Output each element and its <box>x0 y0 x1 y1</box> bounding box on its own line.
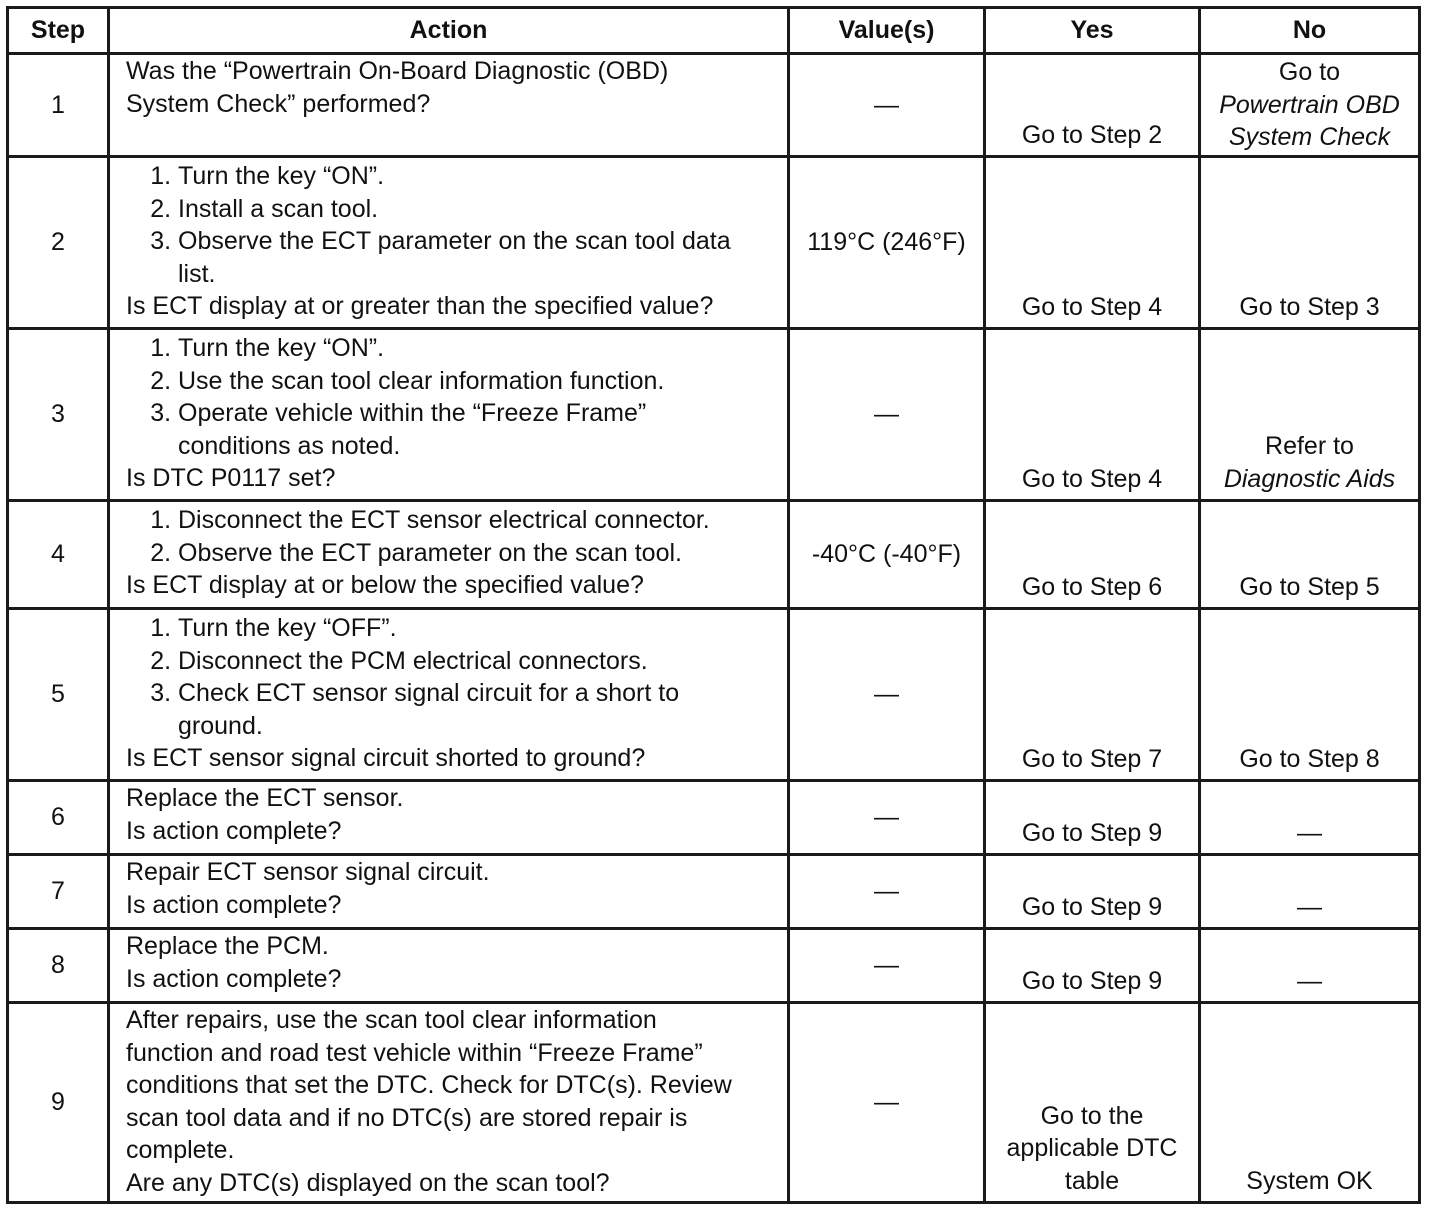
yes-cell: Go to Step 2 <box>985 54 1200 157</box>
action-question: Is ECT display at or greater than the specified value? <box>126 292 714 320</box>
action-cell <box>109 781 789 855</box>
action-question: Are any DTC(s) displayed on the scan tool? <box>126 1168 610 1197</box>
action-step: 2. Disconnect the PCM electrical connectors. <box>178 645 781 678</box>
action-step: 2. Install a scan tool. <box>178 193 781 226</box>
action-cell <box>109 157 789 329</box>
action-steps <box>126 612 781 742</box>
action-step: 1. Disconnect the ECT sensor electrical connector. <box>178 504 781 537</box>
value-cell: 119°C (246°F) <box>789 157 985 329</box>
yes-cell: Go to Step 7 <box>985 609 1200 781</box>
table-row <box>8 929 1420 1003</box>
action-step: 3. Operate vehicle within the “Freeze Frame” conditions as noted. <box>178 397 781 462</box>
value-cell: -40°C (-40°F) <box>789 501 985 609</box>
action-step: 1. Turn the key “ON”. <box>178 332 781 365</box>
header-yes: Yes <box>985 8 1200 54</box>
action-step: 1. Turn the key “OFF”. <box>178 612 781 645</box>
step-number: 7 <box>8 855 109 929</box>
no-cell <box>1200 329 1420 501</box>
action-text: Replace the PCM. <box>126 932 329 960</box>
table-row <box>8 855 1420 929</box>
action-text: Replace the ECT sensor. <box>126 784 404 812</box>
no-cell: — <box>1200 781 1420 855</box>
no-cell: Go to Step 3 <box>1200 157 1420 329</box>
action-question: Is action complete? <box>126 964 342 993</box>
yes-cell: Go to Step 4 <box>985 157 1200 329</box>
yes-cell: Go to Step 9 <box>985 781 1200 855</box>
no-cell: Go to Step 8 <box>1200 609 1420 781</box>
step-number: 2 <box>8 157 109 329</box>
step-number: 4 <box>8 501 109 609</box>
no-text: Refer to <box>1265 432 1354 460</box>
step-number: 6 <box>8 781 109 855</box>
table-row <box>8 329 1420 501</box>
step-number: 9 <box>8 1003 109 1203</box>
value-cell: — <box>789 929 985 1003</box>
header-action: Action <box>109 8 789 54</box>
action-step: 1. Turn the key “ON”. <box>178 160 781 193</box>
action-text: Was the “Powertrain On-Board Diagnostic (OBD) System Check” performed? <box>126 57 669 118</box>
no-cell: — <box>1200 855 1420 929</box>
action-question: Is action complete? <box>126 816 342 845</box>
table-row <box>8 501 1420 609</box>
action-cell <box>109 855 789 929</box>
table-row <box>8 609 1420 781</box>
step-number: 1 <box>8 54 109 157</box>
value-cell: — <box>789 855 985 929</box>
action-step: 2. Use the scan tool clear information function. <box>178 365 781 398</box>
action-cell <box>109 501 789 609</box>
table-row <box>8 54 1420 157</box>
yes-cell: Go to Step 9 <box>985 929 1200 1003</box>
value-cell: — <box>789 329 985 501</box>
value-cell: — <box>789 781 985 855</box>
action-question: Is ECT display at or below the specified value? <box>126 571 644 599</box>
action-question: Is ECT sensor signal circuit shorted to ground? <box>126 744 646 772</box>
header-row <box>8 8 1420 54</box>
header-step: Step <box>8 8 109 54</box>
value-cell: — <box>789 1003 985 1203</box>
yes-cell: Go to Step 9 <box>985 855 1200 929</box>
action-cell <box>109 54 789 157</box>
value-cell: — <box>789 609 985 781</box>
action-cell <box>109 1003 789 1203</box>
action-cell <box>109 329 789 501</box>
yes-cell: Go to Step 4 <box>985 329 1200 501</box>
action-text: Repair ECT sensor signal circuit. <box>126 858 490 886</box>
action-question: Is action complete? <box>126 890 342 919</box>
yes-cell: Go to the applicable DTC table <box>985 1003 1200 1203</box>
header-no: No <box>1200 8 1420 54</box>
step-number: 5 <box>8 609 109 781</box>
no-cell: — <box>1200 929 1420 1003</box>
action-question: Is DTC P0117 set? <box>126 464 336 492</box>
header-value: Value(s) <box>789 8 985 54</box>
action-step: 3. Check ECT sensor signal circuit for a short to ground. <box>178 677 781 742</box>
action-steps <box>126 160 781 290</box>
action-cell <box>109 609 789 781</box>
no-reference: Diagnostic Aids <box>1223 464 1396 493</box>
table-row <box>8 781 1420 855</box>
no-cell <box>1200 54 1420 157</box>
action-cell <box>109 929 789 1003</box>
step-number: 8 <box>8 929 109 1003</box>
value-cell: — <box>789 54 985 157</box>
diagnostic-table <box>6 6 1421 1204</box>
no-reference: Powertrain OBD System Check <box>1219 90 1400 152</box>
diagnostic-table-container <box>6 6 1421 1204</box>
action-steps <box>126 332 781 462</box>
no-text: Go to <box>1278 58 1341 87</box>
table-row <box>8 1003 1420 1203</box>
action-step: 2. Observe the ECT parameter on the scan tool. <box>178 537 781 570</box>
no-cell: System OK <box>1200 1003 1420 1203</box>
step-number: 3 <box>8 329 109 501</box>
no-cell: Go to Step 5 <box>1200 501 1420 609</box>
yes-cell: Go to Step 6 <box>985 501 1200 609</box>
action-steps <box>126 504 781 569</box>
action-step: 3. Observe the ECT parameter on the scan tool data list. <box>178 225 781 290</box>
action-text: After repairs, use the scan tool clear information function and road test vehicle within “Freeze Frame” conditions that set the DTC. Check for DTC(s). Review scan tool data and if no DTC(s) are stored repair is complete. <box>126 1006 732 1164</box>
table-row <box>8 157 1420 329</box>
